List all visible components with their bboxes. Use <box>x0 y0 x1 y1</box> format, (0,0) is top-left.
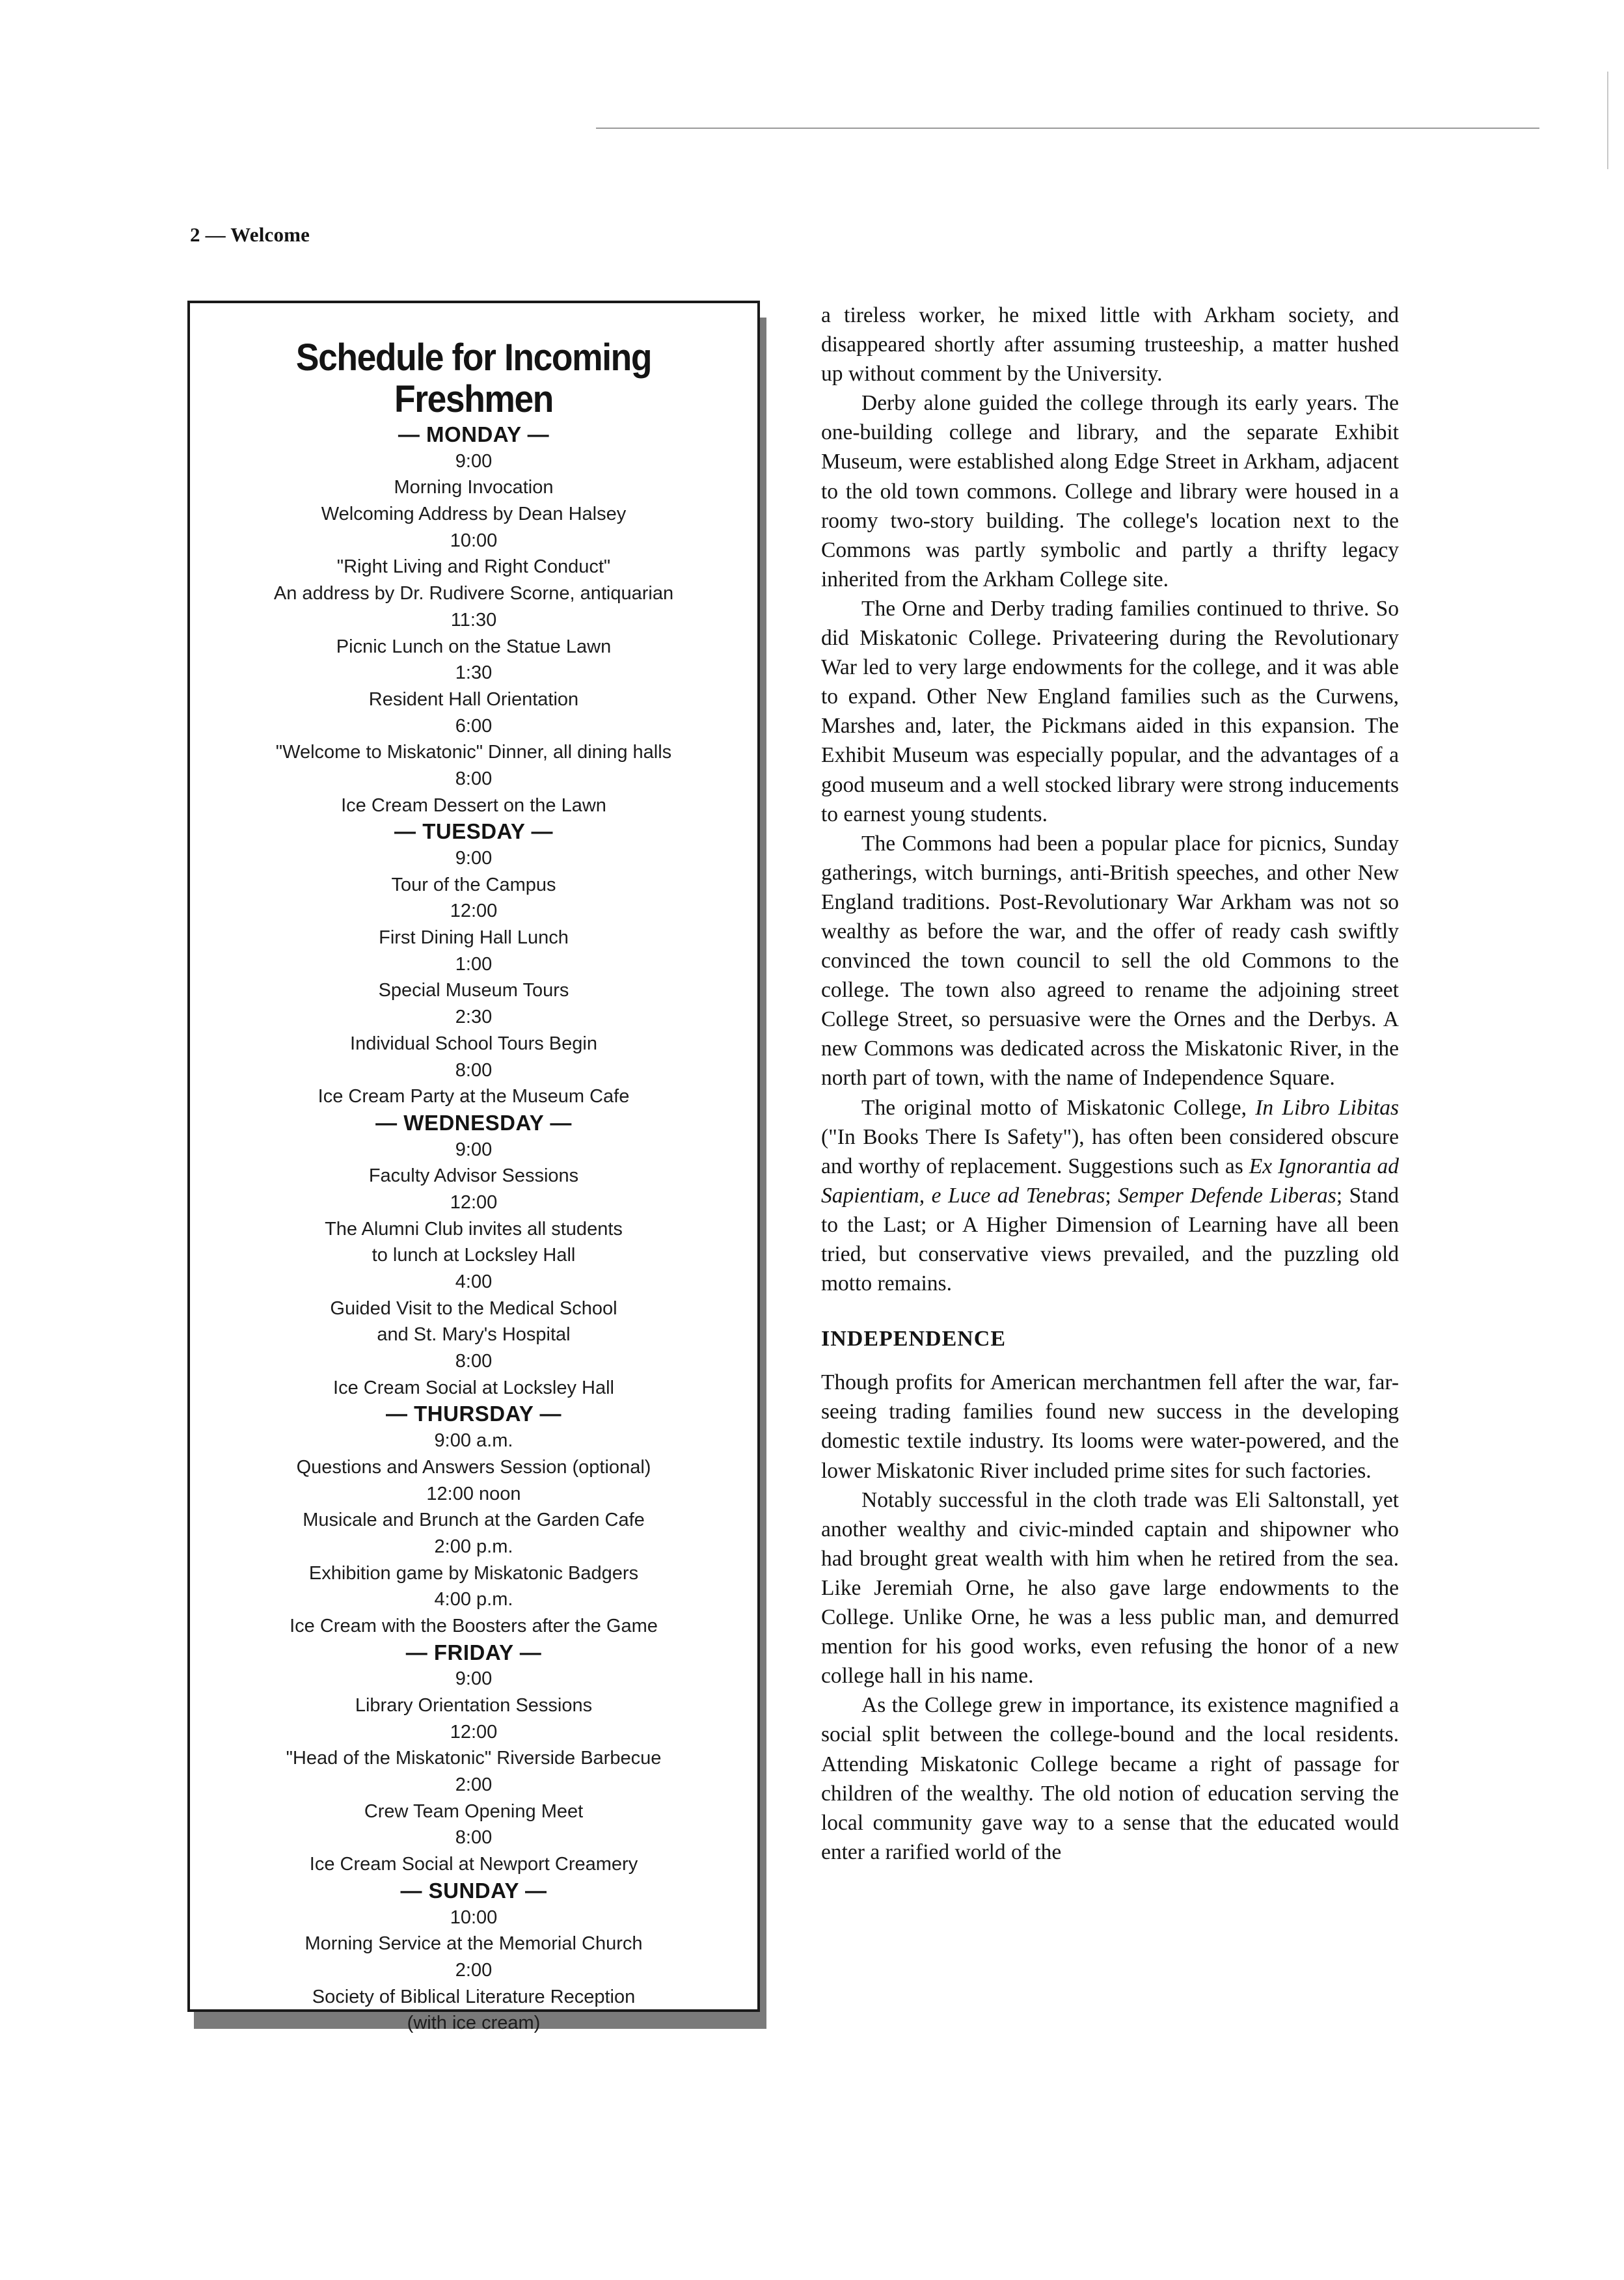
schedule-line: 8:00 <box>455 1351 493 1372</box>
schedule-line: Resident Hall Orientation <box>368 688 579 710</box>
schedule-line: 12:00 <box>450 1191 498 1213</box>
schedule-day-heading: — THURSDAY — <box>385 1402 562 1426</box>
schedule-line: Library Orientation Sessions <box>355 1695 593 1716</box>
schedule-line: 6:00 <box>455 715 493 737</box>
schedule-line: 4:00 p.m. <box>434 1589 513 1610</box>
schedule-line: Morning Invocation <box>394 477 554 498</box>
schedule-line: 2:30 <box>455 1007 493 1028</box>
schedule-line: 1:30 <box>455 662 493 684</box>
suggestion-italic: Semper Defende Liberas <box>1118 1183 1336 1208</box>
article-paragraph: Though profits for American merchantmen fell after the war, far-seeing trading families found new success in the developing domestic textile industry. Its looms were water-powered, and the lower Miskatonic River included prime sites for such factories. <box>821 1370 1399 1483</box>
schedule-line: 2:00 <box>455 1774 493 1796</box>
schedule-line: 10:00 <box>450 1907 498 1928</box>
schedule-line: and St. Mary's Hospital <box>377 1324 571 1346</box>
schedule-line: "Right Living and Right Conduct" <box>336 556 611 578</box>
schedule-line: An address by Dr. Rudivere Scorne, antiquarian <box>273 583 674 604</box>
schedule-box <box>187 301 760 2034</box>
schedule-line: 8:00 <box>455 1059 493 1081</box>
header-rule <box>596 128 1539 129</box>
schedule-line: Society of Biblical Literature Reception <box>312 1986 636 2007</box>
schedule-line: 12:00 noon <box>426 1483 521 1504</box>
schedule-line: 9:00 a.m. <box>434 1430 513 1452</box>
schedule-line: Musicale and Brunch at the Garden Cafe <box>303 1510 645 1531</box>
schedule-day-heading: — FRIDAY — <box>405 1640 542 1664</box>
schedule-line: 8:00 <box>455 768 493 789</box>
schedule-line: "Head of the Miskatonic" Riverside Barbecue <box>286 1748 662 1769</box>
edge-rule <box>1607 72 1608 169</box>
schedule-line: 12:00 <box>450 901 498 922</box>
schedule-line: to lunch at Locksley Hall <box>372 1245 576 1266</box>
schedule-line: 12:00 <box>450 1721 498 1743</box>
schedule-line: Ice Cream Party at the Museum Cafe <box>318 1086 630 1107</box>
schedule-line: Exhibition game by Miskatonic Badgers <box>308 1562 639 1584</box>
article-column <box>821 301 1399 1867</box>
schedule-line: 9:00 <box>455 450 493 472</box>
schedule-day-heading: — MONDAY — <box>398 422 550 446</box>
motto-italic: In Libro Libitas <box>1255 1095 1399 1120</box>
schedule-line: 10:00 <box>450 530 498 551</box>
schedule-line: 8:00 <box>455 1827 493 1849</box>
schedule-line: 2:00 p.m. <box>434 1536 513 1557</box>
schedule-line: Questions and Answers Session (optional) <box>296 1456 651 1478</box>
text-span: ("In Books There Is Safety"), has often been considered obscure and worthy of replacement. Suggestions such as <box>821 1124 1399 1178</box>
article-paragraph: The Commons had been a popular place for picnics, Sunday gatherings, witch burnings, anti-British speeches, and other New England traditions. Post-Revolutionary War Arkham was not so wealthy as before the war, and the offer of ready cash swiftly convinced the town council to sell the old Commons to the college. The town also agreed to rename the adjoining street College Street, so persuasive were the Ornes and the Derbys. A new Commons was dedicated across the Miskatonic River, in the north part of town, with the name of Independence Square. <box>821 831 1399 1091</box>
schedule-line: 4:00 <box>455 1271 493 1292</box>
schedule-day-heading: — TUESDAY — <box>394 819 553 844</box>
schedule-line: (with ice cream) <box>407 2013 541 2034</box>
schedule-line: 2:00 <box>455 1959 493 1981</box>
text-span: The original motto of Miskatonic College, <box>861 1095 1256 1120</box>
article-paragraph: Notably successful in the cloth trade was Eli Saltonstall, yet another wealthy and civic-minded captain and shipowner who had brought great wealth with him when he retired from the sea. Like Jeremiah Orne, he also gave large endowments to the College. Unlike Orne, he was a less public man, and demurred mention for his good works, even refusing the honor of a new college hall in his name. <box>821 1487 1399 1689</box>
text-span: ; <box>1105 1183 1118 1208</box>
schedule-line: Individual School Tours Begin <box>350 1033 597 1054</box>
schedule-line: Faculty Advisor Sessions <box>368 1165 579 1187</box>
schedule-line: First Dining Hall Lunch <box>379 927 569 949</box>
schedule-line: Ice Cream Social at Newport Creamery <box>309 1854 638 1875</box>
schedule-line: 9:00 <box>455 1139 493 1160</box>
schedule-line: 9:00 <box>455 848 493 869</box>
schedule-line: Special Museum Tours <box>378 980 569 1001</box>
article-paragraph: Derby alone guided the college through its early years. The one-building college and library, and the separate Exhibit Museum, were established along Edge Street in Arkham, adjacent to the old town commons. College and library were housed in a roomy two-story building. The college's location next to the Commons was partly symbolic and partly a thrifty legacy inherited from the Arkham College site. <box>821 391 1399 591</box>
article-paragraph-motto <box>821 1093 1399 1299</box>
text-span: ; Stand to the Last; or A Higher Dimension of Learning have all been tried, but conservative views prevailed, and the puzzling old motto remains. <box>821 1183 1399 1296</box>
schedule-line: Ice Cream with the Boosters after the Game <box>290 1615 658 1636</box>
article-paragraph: As the College grew in importance, its existence magnified a social split between the college-bound and the local residents. Attending Miskatonic College became a right of passage for children of the wealthy. The old notion of education serving the local community gave way to a sense that the educated would enter a rarified world of the <box>821 1693 1399 1864</box>
article-paragraph: a tireless worker, he mixed little with Arkham society, and disappeared shortly after assuming trusteeship, a matter hushed up without comment by the University. <box>821 303 1399 387</box>
schedule-line: Morning Service at the Memorial Church <box>304 1933 643 1955</box>
schedule-line: Ice Cream Dessert on the Lawn <box>341 794 606 816</box>
suggestion-italic: Ex Ignorantia ad Sapientiam, e Luce ad Tenebras <box>821 1154 1400 1208</box>
schedule-line: 11:30 <box>450 609 497 631</box>
schedule-line: 9:00 <box>455 1668 493 1690</box>
schedule-day-heading: — SUNDAY — <box>400 1878 547 1903</box>
schedule-line: "Welcome to Miskatonic" Dinner, all dining halls <box>275 742 672 763</box>
schedule-line: Picnic Lunch on the Statue Lawn <box>336 636 612 657</box>
schedule-list <box>190 422 757 2037</box>
article-paragraph: The Orne and Derby trading families continued to thrive. So did Miskatonic College. Privateering during the Revolutionary War led to very large endowments for the college, and it was able to expand. Other New England families such as the Curwens, Marshes and, later, the Pickmans aided in this expansion. The Exhibit Museum was especially popular, and the advantages of a good museum and a well stocked library were strong inducements to earnest young students. <box>821 596 1399 826</box>
schedule-line: 1:00 <box>455 953 493 975</box>
schedule-line: Welcoming Address by Dean Halsey <box>321 504 627 525</box>
page-header: 2 — Welcome <box>190 223 310 246</box>
schedule-line: Guided Visit to the Medical School <box>330 1297 617 1319</box>
schedule-line: Tour of the Campus <box>391 874 556 895</box>
schedule-line: Ice Cream Social at Locksley Hall <box>333 1377 614 1398</box>
schedule-day-heading: — WEDNESDAY — <box>375 1110 572 1135</box>
schedule-title: Schedule for Incoming Freshmen <box>295 336 652 420</box>
section-heading: INDEPENDENCE <box>821 1327 1007 1351</box>
schedule-line: The Alumni Club invites all students <box>325 1218 623 1240</box>
schedule-line: Crew Team Opening Meet <box>364 1800 584 1822</box>
